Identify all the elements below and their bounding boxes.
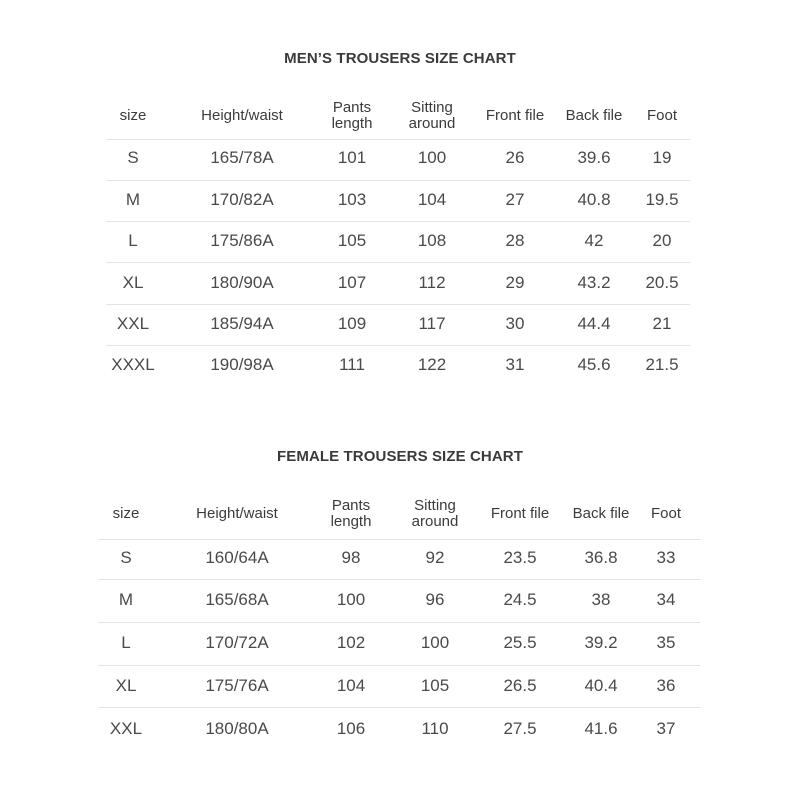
table-cell: 34 (656, 590, 676, 609)
row-divider (98, 707, 700, 708)
table-cell: 41.6 (584, 719, 618, 738)
table-cell: 39.6 (577, 148, 611, 167)
table-cell: 109 (337, 314, 367, 333)
table-cell: 21.5 (645, 355, 679, 374)
column-header: Height/waist (196, 505, 278, 522)
table-cell: 100 (417, 148, 447, 167)
table-cell: 106 (336, 719, 366, 738)
table-cell: 105 (337, 231, 367, 250)
column-header: Front file (490, 505, 550, 522)
column-header: Sitting around (411, 497, 459, 530)
table-cell: 180/90A (210, 273, 274, 292)
table-cell: 170/82A (210, 190, 274, 209)
table-cell: 175/86A (210, 231, 274, 250)
row-divider (98, 665, 700, 666)
table-cell: 33 (656, 548, 676, 567)
table-cell: 165/78A (210, 148, 274, 167)
table-cell: 185/94A (210, 314, 274, 333)
table-cell: 45.6 (577, 355, 611, 374)
table-cell: 26 (505, 148, 525, 167)
table-cell: 40.4 (584, 676, 618, 695)
table-cell: 122 (417, 355, 447, 374)
table-cell: 25.5 (503, 633, 537, 652)
column-header: Pants length (331, 99, 373, 132)
table-cell: 43.2 (577, 273, 611, 292)
column-header: Pants length (330, 497, 372, 530)
size-cell: XXL (116, 314, 150, 333)
size-cell: L (128, 231, 138, 250)
table-cell: 27.5 (503, 719, 537, 738)
table-cell: 101 (337, 148, 367, 167)
size-cell: M (118, 590, 134, 609)
table-cell: 26.5 (503, 676, 537, 695)
table-cell: 20 (652, 231, 672, 250)
table-cell: 96 (425, 590, 445, 609)
table-cell: 104 (417, 190, 447, 209)
table-cell: 24.5 (503, 590, 537, 609)
table-cell: 112 (418, 273, 446, 292)
men-chart-title: MEN’S TROUSERS SIZE CHART (284, 50, 516, 67)
table-cell: 39.2 (584, 633, 618, 652)
column-header: size (119, 107, 147, 124)
table-cell: 104 (336, 676, 366, 695)
size-cell: S (127, 148, 139, 167)
table-cell: 100 (336, 590, 366, 609)
table-cell: 44.4 (577, 314, 611, 333)
size-cell: XL (115, 676, 137, 695)
table-cell: 21 (652, 314, 672, 333)
table-cell: 170/72A (205, 633, 269, 652)
table-cell: 36 (656, 676, 676, 695)
size-cell: XXXL (111, 355, 155, 374)
table-cell: 175/76A (205, 676, 269, 695)
table-cell: 102 (336, 633, 366, 652)
size-cell: XXL (109, 719, 143, 738)
table-cell: 160/64A (205, 548, 269, 567)
size-cell: L (121, 633, 131, 652)
table-cell: 29 (505, 273, 525, 292)
column-header: Back file (572, 505, 630, 522)
table-cell: 35 (656, 633, 676, 652)
table-cell: 92 (425, 548, 445, 567)
column-header: Front file (485, 107, 545, 124)
table-cell: 190/98A (210, 355, 274, 374)
table-cell: 30 (505, 314, 525, 333)
table-cell: 31 (505, 355, 525, 374)
table-cell: 98 (341, 548, 361, 567)
column-header: Sitting around (408, 99, 456, 132)
column-header: Back file (565, 107, 623, 124)
table-cell: 40.8 (577, 190, 611, 209)
table-cell: 19 (652, 148, 672, 167)
table-cell: 111 (339, 355, 365, 374)
table-cell: 42 (584, 231, 604, 250)
table-cell: 19.5 (645, 190, 679, 209)
female-chart-title: FEMALE TROUSERS SIZE CHART (277, 448, 523, 465)
table-cell: 27 (505, 190, 525, 209)
table-cell: 100 (420, 633, 450, 652)
column-header: size (112, 505, 140, 522)
row-divider (98, 539, 700, 540)
table-cell: 20.5 (645, 273, 679, 292)
table-cell: 108 (417, 231, 447, 250)
table-cell: 103 (337, 190, 367, 209)
size-cell: M (125, 190, 141, 209)
table-cell: 110 (421, 719, 449, 738)
table-cell: 117 (418, 314, 446, 333)
column-header: Foot (646, 107, 678, 124)
row-divider (98, 622, 700, 623)
table-cell: 107 (337, 273, 367, 292)
table-cell: 38 (591, 590, 611, 609)
row-divider (98, 579, 700, 580)
table-cell: 180/80A (205, 719, 269, 738)
table-cell: 37 (656, 719, 676, 738)
table-cell: 23.5 (503, 548, 537, 567)
column-header: Foot (650, 505, 682, 522)
size-cell: S (120, 548, 132, 567)
table-cell: 105 (420, 676, 450, 695)
column-header: Height/waist (201, 107, 283, 124)
table-cell: 165/68A (205, 590, 269, 609)
table-cell: 28 (505, 231, 525, 250)
size-cell: XL (122, 273, 144, 292)
table-cell: 36.8 (584, 548, 618, 567)
